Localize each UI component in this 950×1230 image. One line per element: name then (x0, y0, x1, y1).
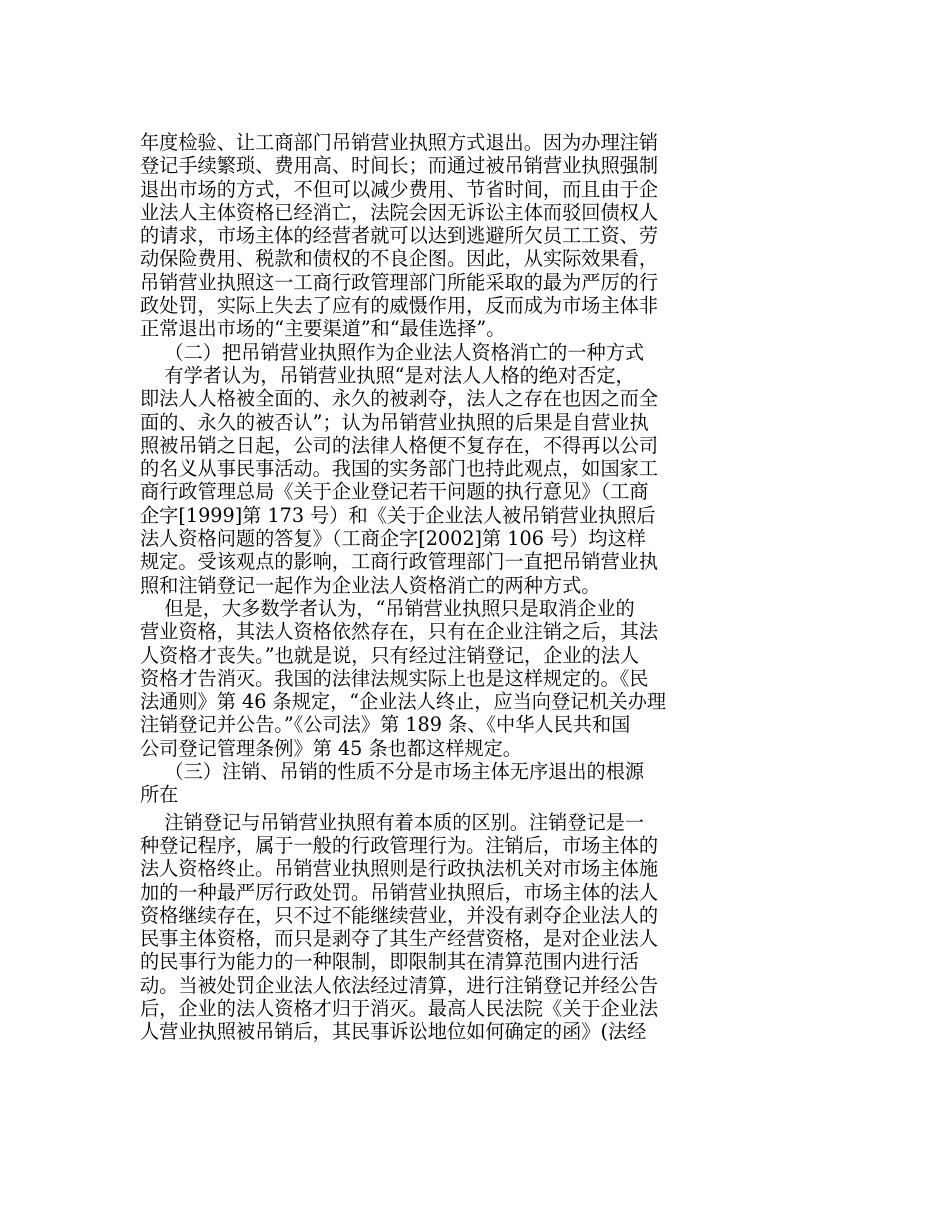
text-line: 营业资格，其法人资格依然存在，只有在企业注销之后，其法 (140, 620, 659, 644)
text-line: 面的、永久的被否认”；认为吊销营业执照的后果是自营业执 (140, 410, 649, 434)
text-line: 规定。受该观点的影响，工商行政管理部门一直把吊销营业执 (140, 550, 659, 574)
text-line: 但是，大多数学者认为，“吊销营业执照只是取消企业的 (140, 596, 635, 620)
text-line: 加的一种最严厉行政处罚。吊销营业执照后，市场主体的法人 (140, 880, 659, 904)
section-heading-continuation: 所在 (140, 783, 179, 807)
text-line: 照和注销登记一起作为企业法人资格消亡的两种方式。 (140, 573, 601, 597)
text-line: 的民事行为能力的一种限制，即限制其在清算范围内进行活 (140, 950, 639, 974)
text-line: 民事主体资格，而只是剥夺了其生产经营资格，是对企业法人 (140, 927, 659, 951)
text-line: 动。当被处罚企业法人依法经过清算，进行注销登记并经公告 (140, 973, 659, 997)
text-line: 注销登记并公告。”《公司法》第 189 条、《中华人民共和国 (140, 713, 631, 737)
text-line: 业法人主体资格已经消亡，法院会因无诉讼主体而驳回债权人 (140, 200, 659, 224)
text-line: 照被吊销之日起，公司的法律人格便不复存在，不得再以公司 (140, 433, 659, 457)
text-line: 资格继续存在，只不过不能继续营业，并没有剥夺企业法人的 (140, 903, 659, 927)
text-line: 商行政管理总局《关于企业登记若干问题的执行意见》（工商 (140, 480, 649, 504)
text-line: 的请求，市场主体的经营者就可以达到逃避所欠员工工资、劳 (140, 224, 659, 248)
text-line: 人营业执照被吊销后，其民事诉讼地位如何确定的函》(法经 (140, 1020, 647, 1044)
text-line: 吊销营业执照这一工商行政管理部门所能采取的最为严厉的行 (140, 270, 659, 294)
text-line: 资格才告消灭。我国的法律法规实际上也是这样规定的。《民 (140, 666, 649, 690)
section-heading: （二）把吊销营业执照作为企业法人资格消亡的一种方式 (140, 340, 645, 364)
text-line: 登记手续繁琐、费用高、时间长；而通过被吊销营业执照强制 (140, 154, 659, 178)
section-heading: （三）注销、吊销的性质不分是市场主体无序退出的根源 (140, 760, 645, 784)
text-line: 正常退出市场的“主要渠道”和“最佳选择”。 (140, 317, 506, 341)
text-line: 即法人人格被全面的、永久的被剥夺，法人之存在也因之而全 (140, 387, 659, 411)
text-line: 法人资格问题的答复》（工商企字[2002]第 106 号）均这样 (140, 527, 646, 551)
text-line: 年度检验、让工商部门吊销营业执照方式退出。因为办理注销 (140, 131, 659, 154)
text-line: 人资格才丧失。”也就是说，只有经过注销登记，企业的法人 (140, 643, 640, 667)
text-line: 退出市场的方式，不但可以减少费用、节省时间，而且由于企 (140, 177, 659, 201)
text-line: 后，企业的法人资格才归于消灭。最高人民法院《关于企业法 (140, 996, 659, 1020)
text-line: 企字[1999]第 173 号）和《关于企业法人被吊销营业执照后 (140, 503, 656, 527)
text-line: 法人资格终止。吊销营业执照则是行政执法机关对市场主体施 (140, 857, 659, 881)
body-text (140, 131, 760, 1044)
text-line: 法通则》第 46 条规定，“企业法人终止，应当向登记机关办理 (140, 690, 667, 714)
text-line: 动保险费用、税款和债权的不良企图。因此，从实际效果看， (140, 247, 659, 271)
text-line: 的名义从事民事活动。我国的实务部门也持此观点，如国家工 (140, 457, 659, 481)
text-line: 政处罚，实际上失去了应有的威慑作用，反而成为市场主体非 (140, 294, 659, 318)
text-line: 公司登记管理条例》第 45 条也都这样规定。 (140, 736, 522, 760)
text-line: 有学者认为，吊销营业执照“是对法人人格的绝对否定， (140, 363, 635, 387)
text-line: 注销登记与吊销营业执照有着本质的区别。注销登记是一 (140, 810, 645, 834)
text-line: 种登记程序，属于一般的行政管理行为。注销后，市场主体的 (140, 833, 659, 857)
